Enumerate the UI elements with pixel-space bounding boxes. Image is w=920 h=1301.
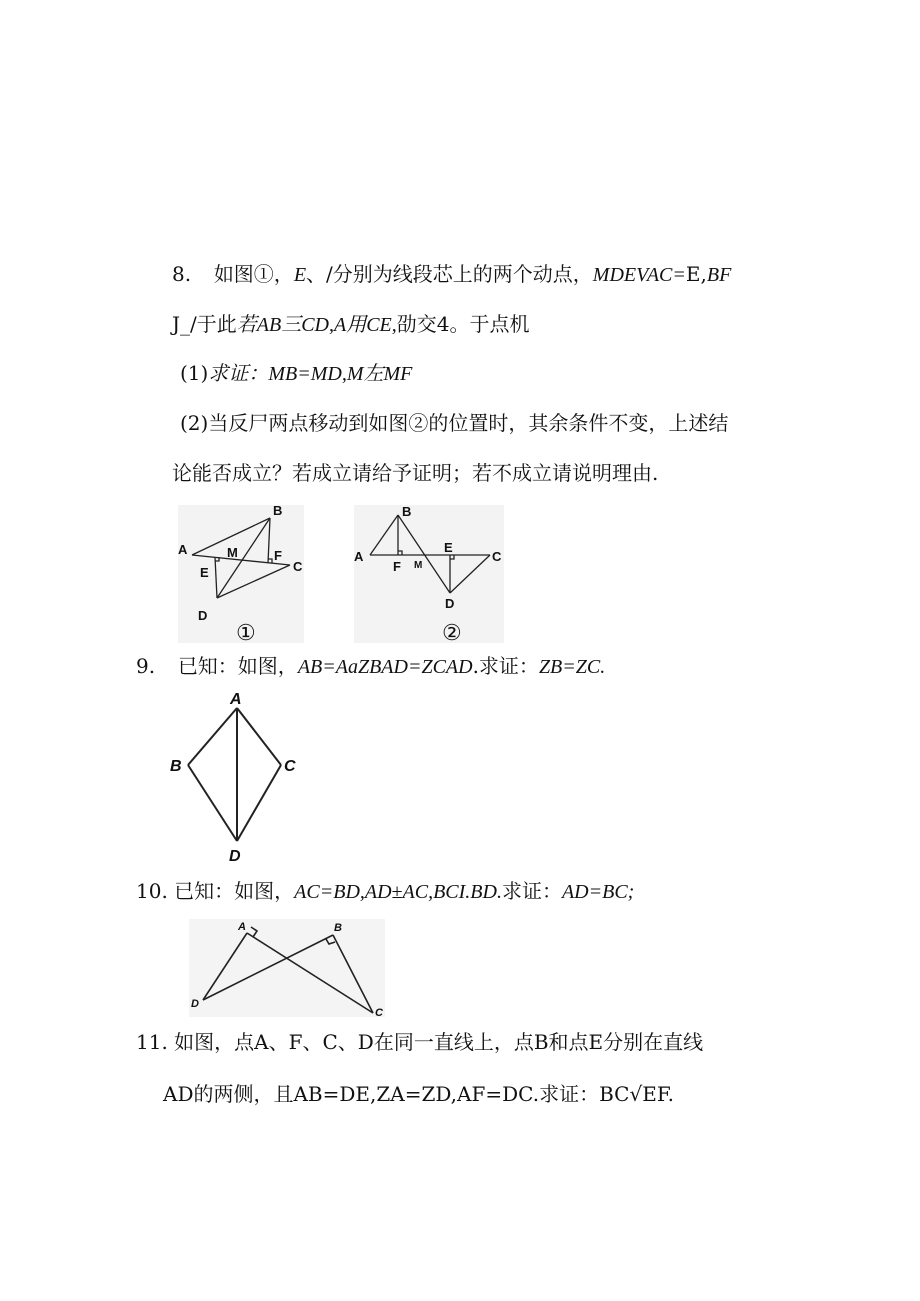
q8-figure-2 [350, 500, 510, 645]
q11-text1: 11. 如图，点A、F、C、D在同一直线上，点B和点E分别在直线 [136, 1030, 704, 1054]
fig1-label-m: M [227, 545, 238, 560]
q9-italic-b: ZB=ZC. [538, 656, 606, 678]
q9-label-c: C [284, 758, 296, 775]
q8-sub2-line2 [172, 460, 658, 486]
q8-italic-b: MDEVAC= [592, 264, 686, 286]
fig2-label-m: M [414, 560, 423, 571]
q8-sub1 [180, 360, 412, 387]
q8-figure-1 [172, 500, 312, 645]
fig2-label-e: E [444, 540, 453, 555]
q9-italic-a: AB=AaZBAD=ZCAD [297, 656, 473, 678]
q9-text-a: 已知：如图， [177, 654, 298, 678]
q8-italic-a: E [293, 264, 307, 286]
q9-label-d: D [229, 848, 241, 865]
q10-label-d: D [191, 998, 199, 1010]
q8-text-b: 、/分别为线段芯上的两个动点， [306, 262, 593, 286]
q11-line2 [163, 1081, 674, 1107]
q10-number: 10. [136, 879, 168, 903]
q10-italic-a: AC=BD,AD±AC,BCI.BD. [294, 881, 502, 903]
q8-italic-c: BF [706, 264, 732, 286]
fig2-label-a: A [354, 549, 364, 564]
q10-label-b: B [334, 922, 342, 934]
q8-text-a: 如图①， [213, 262, 294, 286]
q8-line1 [172, 261, 731, 288]
q11-text2: AD的两侧，且AB=DE,ZA=ZD,AF=DC.求证：BC√EF. [163, 1082, 674, 1106]
q10-italic-b: AD=BC; [561, 881, 635, 903]
q8-sub2-text2: 论能否成立？若成立请给予证明；若不成立请说明理由. [172, 461, 659, 485]
fig2-label-d: D [445, 596, 455, 611]
fig2-caption: ② [442, 620, 462, 645]
q8-line2-text-a: J_/于此 [172, 312, 237, 336]
fig1-label-f: F [274, 548, 282, 563]
q8-line2-italic: 若AB三CD,A用CE, [236, 314, 397, 336]
fig1-label-b: B [273, 503, 283, 518]
q9-number: 9. [136, 654, 156, 678]
fig2-label-f: F [393, 559, 401, 574]
q8-number: 8. [172, 262, 192, 286]
fig1-label-d: D [198, 608, 208, 623]
q8-sub1-prefix: (1) [180, 361, 209, 385]
q10-figure [183, 915, 388, 1020]
q9-label-b: B [170, 758, 182, 775]
q9-line [136, 653, 605, 680]
q10-line [136, 878, 634, 905]
fig2-label-b: B [402, 504, 412, 519]
q11-line1 [136, 1029, 703, 1055]
q8-sub2-line1 [180, 410, 728, 436]
figure-background [354, 505, 504, 643]
q10-label-a: A [238, 921, 246, 933]
q10-text-a: 已知：如图， [174, 879, 295, 903]
fig1-label-e: E [200, 565, 209, 580]
q9-label-a: A [230, 691, 242, 708]
q8-sub1-italic: 求证：MB=MD,M左MF [208, 363, 413, 385]
q8-sub2-text1: (2)当反尸两点移动到如图②的位置时，其余条件不变，上述结 [180, 411, 729, 435]
q9-figure-lines [188, 708, 281, 841]
q9-text-b: .求证： [472, 654, 539, 678]
fig2-label-c: C [492, 549, 502, 564]
q10-label-c: C [375, 1007, 383, 1019]
fig1-label-c: C [293, 559, 303, 574]
q8-line2 [172, 311, 530, 338]
fig1-caption: ① [236, 620, 256, 645]
fig1-label-a: A [178, 542, 188, 557]
q8-text-c: E, [685, 262, 707, 286]
q10-text-b: 求证： [501, 879, 562, 903]
q8-line2-text-b: 劭交4。于点机 [396, 312, 530, 336]
q9-figure [165, 688, 310, 868]
